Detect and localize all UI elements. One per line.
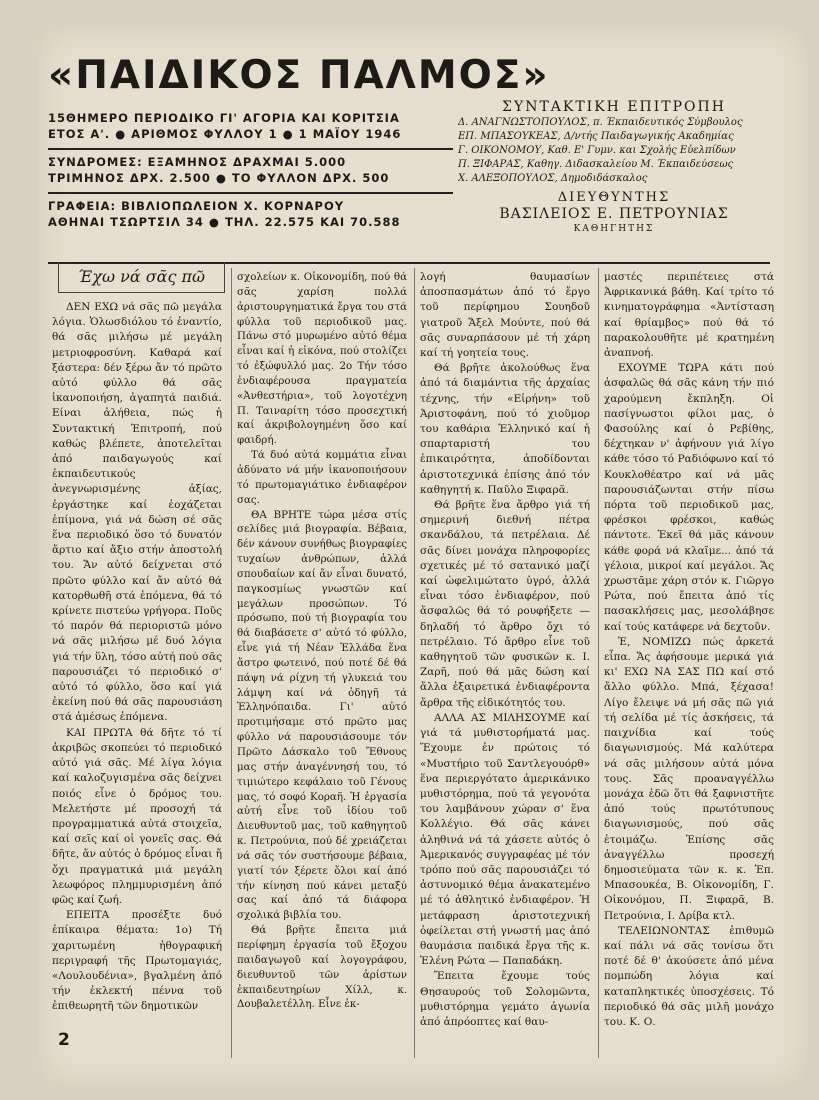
paragraph: Θά βρῆτε ἀκολούθως ἕνα ἀπό τά διαμάντια τῆς ἀρχαίας τέχνης, τήν «Εἰρήνη» τοῦ Ἀριστοφάνη, πού τό χιοῦμορ του καθάρια Ἑλληνικό καί ἡ σπαρταριστή του ἐπικαιρότητα, ἀποδίδονται ἀριστοτεχνικά ἐπίσης ἀπό τόν καθηγητή κ. Παῦλο Ξιφαρᾶ. [420,362,590,496]
paragraph: ΔΕΝ ΕΧΩ νά σᾶς πῶ μεγάλα λόγια. Ὁλωσδιόλου τό ἐναντίο, θά σᾶς μιλήσω μέ μεγάλη μετριοφροσύνη. Καθαρά καί ξάστερα: δέν ξέρω ἄν τό πρῶτο αὐτό φύλλο θά σᾶς ἱκανοποιήση, ἀγαπητά παιδιά. Είναι ἀλήθεια, πώς ἡ Συντακτική Ἐπιτροπή, πού καθώς βλέπετε, ἀποτελεῖται ἀπό παιδαγωγούς καί ἐκπαιδευτικούς ἀνεγνωρισμένης ἀξίας, ἐργάστηκε καί ἐοχάζεται ἐπίμονα, γιά νά δώση σέ σᾶς ἕνα περιοδικό ὅσο τό δυνατόν ἄρτιο καί ἄξιο στήν ἀποστολή του. Ἄν αὐτό δείχνεται στό πρῶτο φύλλο καί ἄν αὐτό θά κατορθωθῆ στά ἑπόμενα, θά τό κρίνετε πιστεύω γρήγορα. Ποῦς τό παρόν θά περιοριστῶ μόνο νά σᾶς μιλήσω μέ δυό λόγια γιά τήν ὕλη, τόσο αὐτή πού σᾶς παρουσιάζει τό περιοδικό σ' αὐτό τό φύλλο, ὅσο καί γιά ἐκείνη πού θά σᾶς παρουσιάση στά ἀμέσως ἑπόμενα. [52,301,222,724]
publication-subtitle: 15ΘΗΜΕΡΟ ΠΕΡΙΟΔΙΚΟ ΓΙ' ΑΓΟΡΙΑ ΚΑΙ ΚΟΡΙΤΣΙΑ [48,111,400,125]
paragraph: ΕΠΕΙΤΑ προσέξτε δυό ἐπίκαιρα θέματα: 1ο) Τή χαριτωμένη ἠθογραφική περιγραφή τῆς Πρωτομαγιάς, «Λουλουδένια», βγαλμένη ἀπό τήν ἐκλεκτή πέννα τοῦ ἐπιθεωρητῆ τῶν δημοτικῶν [52,909,222,1013]
paragraph: λογή θαυμασίων ἀποσπασμάτων ἀπό τό ἔργο τοῦ περίφημου Σουηδοῦ γιατροῦ Ἄξελ Μούντε, πού θά σᾶς συναρπάσουν μέ τή χάρη καί τή γοητεία τους. [420,271,590,360]
masthead-rule [48,148,453,150]
committee-title: ΣΥΝΤΑΚΤΙΚΗ ΕΠΙΤΡΟΠΗ [502,99,726,115]
page-number: 2 [58,1030,70,1050]
publication-title: «ΠΑΙΔΙΚΟΣ ΠΑΛΜΟΣ» [48,53,550,98]
committee-member: Π. ΞΙΦΑΡΑΣ, Καθηγ. Διδασκαλείου Μ. Έκπαιδεύσεως [458,159,734,170]
offices-line-2: ΑΘΗΝΑΙ ΤΣΩΡΤΣΙΛ 34 ● ΤΗΛ. 22.575 ΚΑΙ 70.588 [48,215,401,229]
issue-line: ΕΤΟΣ Α'. ● ΑΡΙΘΜΟΣ ΦΥΛΛΟΥ 1 ● 1 ΜΑΪΟΥ 1946 [48,127,402,141]
paragraph: σχολείων κ. Οἰκονομίδη, πού θά σᾶς χαρίση πολλά ἀριστουργηματικά ἔργα του στά φύλλα τοῦ περιοδικοῦ μας. Πάνω στό μυρωμένο αὐτό θέμα εἶναι καί ἡ εἰκόνα, πού στολίζει τό ἐξώφυλλό μας. 2ο Τήν τόσο ἐνδιαφέρουσα πραγματεία «Ἀνθεστήρια», τοῦ λογοτέχνη Π. Ταιναρίτη τόσο προσεχτική καί ἀκριβολογημένη ὅσο καί φαιδρή. [237,271,407,447]
paragraph: μαστές περιπέτειες στά Ἀφρικανικά βάθη. Καί τρίτο τό κινηματογράφημα «Ἀντίσταση καί θρίαμβος» πού θά τό παρακολουθῆτε μέ κρατημένη ἀναπνοή. [604,271,774,360]
paragraph: Τά δυό αὐτά κομμάτια εἶναι ἀδύνατο νά μήν ἱκανοποιήσουν τό πρωτομαγιάτικο ἐνδιαφέρον σας. [237,449,407,506]
director-role: ΚΑΘΗΓΗΤΗΣ [573,224,655,234]
column-divider [598,268,599,1058]
committee-member: Χ. ΑΛΕΞΟΠΟΥΛΟΣ, Δημοδιδάσκαλος [458,173,648,184]
paragraph: Ἐ, ΝΟΜΙΖΩ πώς ἀρκετά εἶπα. Ἄς ἀφήσουμε μερικά γιά κι' ΕΧΩ ΝΑ ΣΑΣ ΠΩ καί στό ἄλλο φύλλο. Μπά, ξέχασα! Λίγο ἔλειψε νά μή σᾶς πῶ γιά τή σελίδα μέ τίς ἀσκήσεις, τά παιχνίδια καί τούς διαγωνισμούς. Μά καλύτερα νά σᾶς μιλήσουν αὐτά μόνα τους. Σᾶς προαναγγέλλω μονάχα ἐδῶ ὅτι θά ξαφνιστῆτε ἀπό τούς πρωτότυπους διαγωνισμούς, πού σᾶς ἑτοιμάζω. Ἐπίσης σᾶς ἀναγγέλλω προσεχή δημοσιεύματα τῶν κ. κ. Ἐπ. Μπασουκέα, Β. Οἰκονομίδη, Γ. Οἰκονόμου, Π. Ξιφαρᾶ, Β. Πετρούνια, Ι. Δρίβα κτλ. [604,635,774,922]
paragraph: ΕΧΟΥΜΕ ΤΩΡΑ κάτι πού ἀσφαλῶς θά σᾶς κάνη τήν πιό χαρούμενη ἔκπληξη. Οἱ πασίγνωστοι φίλοι μας, ὁ Φασούλης καί ὁ Ρεβίθης, δέχτηκαν ν' ἀφήνουν γιά λίγο κάθε τόσο τό Ραδιόφωνο καί τό Κουκλοθέατρο καί νά μᾶς παρουσιάζωνται στήν πίσω πόρτα τοῦ περιοδικοῦ μας, φρέσκοι φρέσκοι, καθώς πάντοτε. Ἐκεῖ θά μᾶς κάνουν κάθε φορά νά κλαῖμε... ἀπό τά γέλοια, μικροί καί μεγάλοι. Ἄς χρωστᾶμε χάρη στόν κ. Γιῶργο Ρώτα, πού ἔπειτα ἀπό τίς πασακλήσεις μας, μεσολάβησε καί τούς κατάφερε νά δεχτοῦν. [604,362,774,633]
committee-member: Δ. ΑΝΑΓΝΩΣΤΟΠΟΥΛΟΣ, π. Έκπαιδευτικός Σύμβουλος [458,117,743,128]
subscriptions-line-2: ΤΡΙΜΗΝΟΣ ΔΡΧ. 2.500 ● ΤΟ ΦΥΛΛΟΝ ΔΡΧ. 500 [48,171,390,185]
director-name: ΒΑΣΙΛΕΙΟΣ Ε. ΠΕΤΡΟΥΝΙΑΣ [499,206,729,222]
committee-member: ΕΠ. ΜΠΑΣΟΥΚΕΑΣ, Δ/ντής Παιδαγωγικής Ακαδημίας [458,131,734,142]
paragraph: ΑΛΛΑ ΑΣ ΜΙΛΗΣΟΥΜΕ καί γιά τά μυθιστορήματά μας. Ἔχουμε ἐν πρώτοις τό «Μυστήριο τοῦ Σαντλεγουόρθ» ἕνα περιεργότατο ἀμερικάνικο μυθιστόρημα, πού τά γεγονότα του λαμβάνουν χώραν σ' ἕνα Κολλέγιο. Θά σᾶς κάνει ἀληθινά νά τά χάσετε αὐτός ὁ Ἀμερικανός συγγραφέας μέ τόν τρόπο πού σᾶς παρουσιάζει τό ἀστυνομικό θέμα ἀνακατεμένο μέ τό ἀθλητικό ἐνδιαφέρον. Ἡ μετάφραση ἀριστοτεχνική ὀφείλεται στή γνωστή μας ἀπό θαυμάσια παιδικά ἔργα τῆς κ. Ἑλένη Ρώτα — Παπαδάκη. [420,711,590,968]
director-title: ΔΙΕΥΘΥΝΤΗΣ [557,190,671,205]
article-column-4 [604,270,774,1030]
article-column-2 [237,270,407,1012]
committee-member: Γ. ΟΙΚΟΝΟΜΟΥ, Καθ. Ε' Γυμν. και Σχολής Εὐελπίδων [458,145,736,156]
article-column-3 [420,270,590,1030]
column-divider [414,268,415,1058]
paragraph: Θά βρῆτε ἕνα ἄρθρο γιά τή σημερινή διεθνή πέτρα σκανδάλου, τά πετρέλαια. Δέ σᾶς δίνει μονάχα πληροφορίες σχετικές μέ τό σατανικό μαζί καί ὠφελιμώτατο ὑγρό, ἀλλά εἶναι τόσο ἐνδιαφέρον, πού ἄσφαλῶς θά τό ρουφήξετε — δηλαδή τό ἄρθρο ὄχι τό πετρέλαιο. Τό ἄρθρο εἶνε τοῦ καθηγητοῦ τῶν φυσικῶν κ. Ι. Ζαρῆ, πού θά μᾶς δώση καί ἄλλα ἐξαιρετικά ἐνδιαφέροντα ἄρθρα τῆς εἰδικότητός του. [420,499,590,709]
column-divider [231,268,232,1058]
article-column-1 [52,300,222,1015]
masthead [48,14,550,230]
article-heading: Έχω νά σᾶς πῶ [58,262,225,293]
editorial-committee [458,98,770,235]
offices-line-1: ΓΡΑΦΕΙΑ: ΒΙΒΛΙΟΠΩΛΕΙΟΝ Χ. ΚΟΡΝΑΡΟΥ [48,199,345,213]
subscriptions-line-1: ΣΥΝΔΡΟΜΕΣ: ΕΞΑΜΗΝΟΣ ΔΡΑΧΜΑΙ 5.000 [48,155,347,169]
paragraph: Θά βρῆτε ἔπειτα μιά περίφημη ἐργασία τοῦ ἔξοχου παιδαγωγοῦ καί λογογράφου, διευθυντοῦ τῶν ἀρίστων ἐκπαιδευτηρίων Χίλλ, κ. Δουβαλετέλλη. Εἶνε ἐκ- [237,924,407,1011]
paragraph: Ἔπειτα ἔχουμε τούς Θησαυρούς τοῦ Σολομῶντα, μυθιστόρημα γεμάτο ἀγωνία ἀπό ἀπρόοπτες καί θαυ- [420,970,590,1028]
paragraph: ΤΕΛΕΙΩΝΟΝΤΑΣ ἐπιθυμῶ καί πάλι νά σᾶς τονίσω ὅτι ποτέ δέ θ' ἀκούσετε ἀπό μένα πομπώδη λόγια καί καταπληκτικές ὑποσχέσεις. Τό περιοδικό θά σᾶς μιλῆ μονάχο του. Κ. Ο. [604,924,774,1028]
masthead-rule [48,192,453,194]
paragraph: ΘΑ ΒΡΗΤΕ τώρα μέσα στίς σελίδες μιά βιογραφία. Βέβαια, δέν κάνουν συνήθως βιογραφίες τυχαίων ἀνθρώπων, ἀλλά σπουδαίων καί ἄν εἶναι δυνατό, παγκοσμίως γνωστῶν καί μεγάλων προσώπων. Τό πρόσωπο, πού τή βιογραφία του θά διαβάσετε σ' αὐτό τό φύλλο, εἶνε γιά τή Νέαν Ἑλλάδα ἕνα ἄστρο φωτεινό, πού ποτέ δέ θά πάψη νά ρίχνη τή γλυκειά του λάμψη καί νά ὁδηγῆ τά Ἑλληνόπαιδα. Γι' αὐτό προτιμήσαμε στό πρῶτο μας φύλλο νά παρουσιάσουμε τόν Πρῶτο Δάσκαλο τοῦ Ἔθνους μας στήν ἀναγέννησή του, τό τιμιώτερο κεφάλαιο τοῦ Γένους μας, τό σοφό Κοραῆ. Ἡ ἐργασία αὐτή εἶνε τοῦ ἰδίου τοῦ Διευθυντοῦ μας, τοῦ καθηγητοῦ κ. Πετρούνια, πού δέ χρειάζεται νά σᾶς τόν συστήσουμε βέβαια, γιατί τόν ξέρετε ὅλοι καί ἀπό τήν κίνηση πού κάνει μεταξύ σας καί ἀπό τά διάφορα σχολικά βιβλία του. [237,508,407,922]
paragraph: ΚΑΙ ΠΡΩΤΑ θά δῆτε τό τί ἀκριβῶς σκοπεύει τό περιοδικό αὐτό γιά σᾶς. Μέ λίγα λόγια καί καλοζυγισμένα σᾶς δείχνει ποιός εἶνε ὁ δρόμος του. Μελετήστε μέ προσοχή τά προγραμματικά αὐτά στοιχεῖα, καί σεῖς καί οἱ γονεῖς σας. Θά δῆτε, ἄν αὐτός ὁ δρόμος εἶναι ἤ ὄχι πραγματικά μιά μεγάλη λεωφόρος πλημμυρισμένη ἀπό φῶς καί ζωή. [52,726,222,906]
